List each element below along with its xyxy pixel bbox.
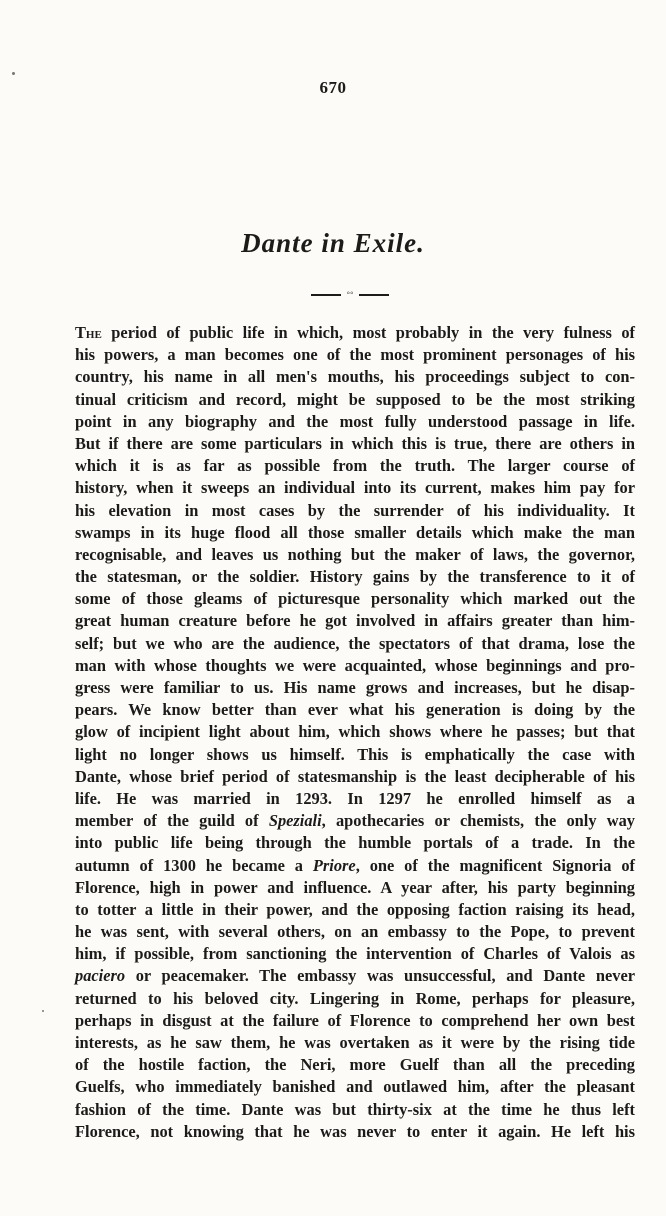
text-line: interests, as he saw them, he was overtaken as it were by the rising tide xyxy=(75,1033,635,1052)
text-line: tinual criticism and record, might be supposed to be the most striking xyxy=(75,389,635,409)
ornament-mark: ◦◦ xyxy=(346,288,354,299)
text-line: member of the guild of Speziali, apothecaries or chemists, the only way xyxy=(75,811,635,831)
text-line: returned to his beloved city. Lingering in Rome, perhaps for pleasure, xyxy=(75,988,635,1008)
text-line: swamps in its huge flood all those smaller details which make the man xyxy=(75,522,635,542)
text-line: Dante, whose brief period of statesmanship is the least decipherable of his xyxy=(75,766,635,786)
text-line: country, his name in all men's mouths, his proceedings subject to con- xyxy=(75,367,635,387)
text-line: great human creature before he got involved in affairs greater than him- xyxy=(75,611,635,631)
text-line: fashion of the time. Dante was but thirty-six at the time he thus left xyxy=(75,1099,635,1119)
text-line: self; but we who are the audience, the spectators of that drama, lose the xyxy=(75,633,635,653)
text-line: glow of incipient light about him, which shows where he passes; but that xyxy=(75,722,635,742)
text-line: Guelfs, who immediately banished and outlawed him, after the pleasant xyxy=(75,1077,635,1097)
text-line: which it is as far as possible from the truth. The larger course of xyxy=(75,456,635,476)
text-line: light no longer shows us himself. This is emphatically the case with xyxy=(75,744,635,764)
text-line: Florence, high in power and influence. A year after, his party beginning xyxy=(75,877,635,897)
text-line: into public life being through the humble portals of a trade. In the xyxy=(75,833,635,853)
page-number: 670 xyxy=(319,78,347,97)
text-line: history, when it sweeps an individual into its current, makes him pay for xyxy=(75,478,635,498)
chapter-title: Dante in Exile. xyxy=(241,228,425,258)
text-line: autumn of 1300 he became a Priore, one of the magnificent Signoria of xyxy=(75,855,635,875)
text-line: pears. We know better than ever what his generation is doing by the xyxy=(75,700,635,720)
text-line: his elevation in most cases by the surrender of his individuality. It xyxy=(75,500,635,520)
text-line: perhaps in disgust at the failure of Florence to comprehend her own best xyxy=(75,1010,635,1030)
text-line: man with whose thoughts we were acquainted, whose beginnings and pro- xyxy=(75,655,635,675)
text-line: gress were familiar to us. His name grows and increases, but he disap- xyxy=(75,678,635,697)
text-line: to totter a little in their power, and the opposing faction raising its head, xyxy=(75,899,635,919)
text-line: Florence, not knowing that he was never to enter it again. He left his xyxy=(75,1121,635,1141)
text-line: some of those gleams of picturesque personality which marked out the xyxy=(75,589,635,609)
text-line: paciero or peacemaker. The embassy was unsuccessful, and Dante never xyxy=(75,966,635,986)
text-line: But if there are some particulars in which this is true, there are others in xyxy=(75,433,635,453)
text-line: life. He was married in 1293. In 1297 he enrolled himself as a xyxy=(75,788,635,808)
text-line: the statesman, or the soldier. History gains by the transference to it of xyxy=(75,567,635,587)
text-line: The period of public life in which, most probably in the very fulness of xyxy=(75,323,635,342)
text-line: of the hostile faction, the Neri, more Guelf than all the preceding xyxy=(75,1055,635,1075)
drop-first-word: The xyxy=(75,323,102,342)
scan-speck xyxy=(12,72,15,75)
body-paragraph xyxy=(75,322,635,1143)
text-line: him, if possible, from sanctioning the intervention of Charles of Valois as xyxy=(75,944,635,964)
ornament-rule-right xyxy=(359,294,389,296)
text-line: point in any biography and the most fully understood passage in life. xyxy=(75,411,635,431)
text-line: recognisable, and leaves us nothing but the maker of laws, the governor, xyxy=(75,544,635,564)
ornament-rule-left xyxy=(311,294,341,296)
text-line: his powers, a man becomes one of the most prominent personages of his xyxy=(75,345,635,365)
title-ornament xyxy=(311,290,389,300)
scan-speck xyxy=(42,1010,44,1012)
text-line: he was sent, with several others, on an embassy to the Pope, to prevent xyxy=(75,922,635,942)
